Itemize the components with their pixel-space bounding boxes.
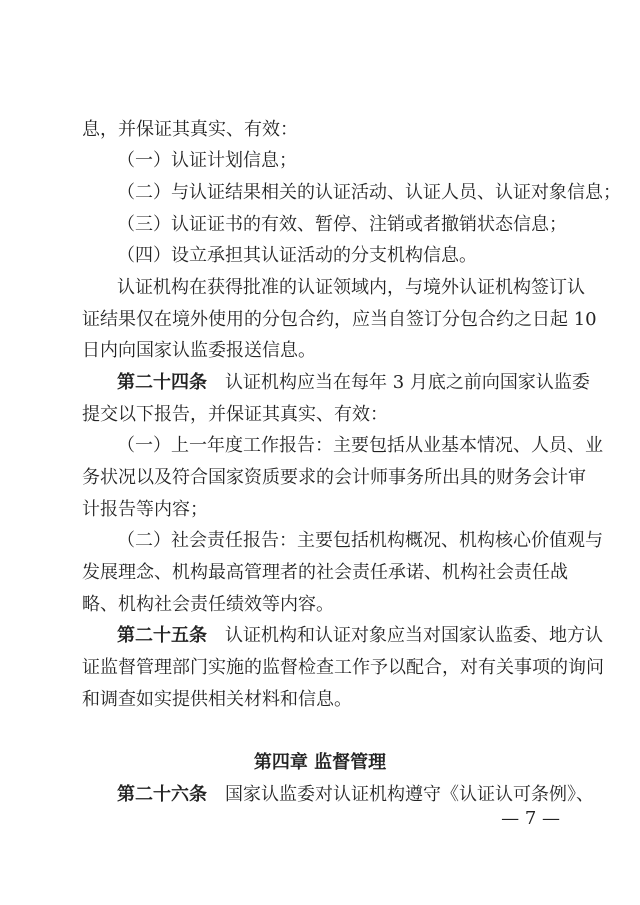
list-item: （三）认证证书的有效、暂停、注销或者撤销状态信息； — [117, 214, 567, 235]
paragraph-line: 提交以下报告，并保证其真实、有效： — [82, 404, 388, 425]
list-item: （四）设立承担其认证活动的分支机构信息。 — [117, 245, 477, 266]
paragraph-line: 和调查如实提供相关材料和信息。 — [82, 689, 352, 710]
list-item: （二）社会责任报告：主要包括机构概况、机构核心价值观与 — [117, 530, 603, 551]
paragraph-line: 认证机构在获得批准的认证领域内，与境外认证机构签订认 — [117, 277, 585, 298]
paragraph-line: 略、机构社会责任绩效等内容。 — [82, 594, 334, 615]
list-item: （一）上一年度工作报告：主要包括从业基本情况、人员、业 — [117, 435, 603, 456]
article-26-heading: 第二十六条 — [117, 784, 207, 805]
chapter-title: 第四章 监督管理 — [253, 752, 387, 773]
paragraph-line: 发展理念、机构最高管理者的社会责任承诺、机构社会责任战 — [82, 562, 568, 583]
article-24-line — [117, 370, 590, 396]
paragraph-line: 计报告等内容； — [82, 499, 208, 520]
article-26-line — [117, 782, 594, 808]
article-24-text: 认证机构应当在每年 3 月底之前向国家认监委 — [225, 372, 590, 393]
article-26-text: 国家认监委对认证机构遵守《认证认可条例》、 — [225, 784, 594, 805]
paragraph-line: 务状况以及符合国家资质要求的会计师事务所出具的财务会计审 — [82, 467, 586, 488]
paragraph-line: 日内向国家认监委报送信息。 — [82, 340, 316, 361]
paragraph-line: 证监督管理部门实施的监督检查工作予以配合，对有关事项的询问 — [82, 657, 604, 678]
article-25-heading: 第二十五条 — [117, 625, 207, 646]
article-25-text: 认证机构和认证对象应当对国家认监委、地方认 — [225, 625, 603, 646]
text-line: 息，并保证其真实、有效： — [82, 119, 298, 140]
article-25-line — [117, 623, 603, 649]
page-number: — 7 — — [501, 808, 560, 829]
list-item: （一）认证计划信息； — [117, 150, 297, 171]
paragraph-line: 证结果仅在境外使用的分包合约，应当自签订分包合约之日起 10 — [82, 309, 597, 330]
list-item: （二）与认证结果相关的认证活动、认证人员、认证对象信息； — [117, 182, 621, 203]
article-24-heading: 第二十四条 — [117, 372, 207, 393]
